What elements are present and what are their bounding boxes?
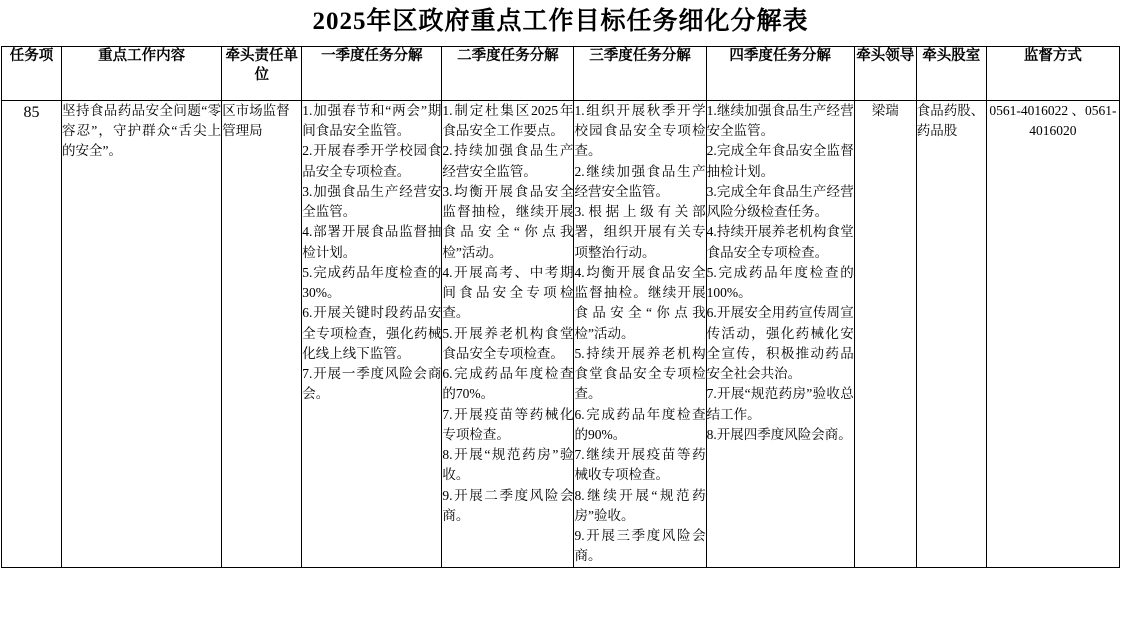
header-leader: 牵头领导: [854, 46, 916, 100]
list-item: 9.开展二季度风险会商。: [442, 487, 574, 523]
list-item: 2.持续加强食品生产经营安全监管。: [442, 143, 574, 179]
list-item: 8.开展“规范药房”验收。: [442, 447, 574, 483]
header-q1: 一季度任务分解: [302, 46, 442, 100]
cell-content: 坚持食品药品安全问题“零容忍”，守护群众“舌尖上的安全”。: [62, 100, 222, 567]
cell-q3: [574, 100, 706, 567]
cell-q2: [442, 100, 574, 567]
header-q3: 三季度任务分解: [574, 46, 706, 100]
list-item: 2.继续加强食品生产经营安全监管。: [574, 163, 706, 199]
header-q2: 二季度任务分解: [442, 46, 574, 100]
cell-task-no: 85: [2, 100, 62, 567]
list-item: 2.开展春季开学校园食品安全专项检查。: [302, 143, 442, 179]
list-item: 4.均衡开展食品安全监督抽检。继续开展食品安全“你点我检”活动。: [574, 264, 706, 341]
list-item: 6.开展关键时段药品安全专项检查，强化药械化线上线下监管。: [302, 305, 442, 361]
cell-supervision: 0561-4016022 、0561-4016020: [986, 100, 1119, 567]
list-item: 4.部署开展食品监督抽检计划。: [302, 224, 442, 260]
q4-list: [707, 101, 854, 445]
list-item: 8.开展四季度风险会商。: [706, 426, 852, 442]
cell-q1: [302, 100, 442, 567]
list-item: 5.持续开展养老机构食堂食品安全专项检查。: [574, 345, 706, 402]
cell-unit: 区市场监督管理局: [222, 100, 302, 567]
cell-q4: [706, 100, 854, 567]
header-supervision: 监督方式: [986, 46, 1119, 100]
list-item: 7.开展“规范药房”验收总结工作。: [706, 386, 854, 422]
list-item: 2.完成全年食品安全监督抽检计划。: [706, 143, 854, 179]
list-item: 6.完成药品年度检查的90%。: [574, 406, 706, 442]
list-item: 1.组织开展秋季开学校园食品安全专项检查。: [574, 102, 706, 159]
cell-department: 食品药股、药品股: [916, 100, 986, 567]
list-item: 5.完成药品年度检查的30%。: [302, 264, 442, 300]
table-row: [2, 100, 1120, 567]
cell-leader: 梁瑞: [854, 100, 916, 567]
q3-list: [574, 101, 705, 567]
header-task-no: 任务项: [2, 46, 62, 100]
list-item: 4.开展高考、中考期间食品安全专项检查。: [442, 264, 574, 321]
list-item: 8.继续开展“规范药房”验收。: [574, 487, 706, 523]
list-item: 1.制定杜集区2025年食品安全工作要点。: [442, 102, 574, 138]
list-item: 7.开展一季度风险会商会。: [302, 366, 442, 402]
list-item: 3.加强食品生产经营安全监管。: [302, 183, 442, 219]
list-item: 7.继续开展疫苗等药械收专项检查。: [574, 447, 706, 483]
list-item: 6.完成药品年度检查的70%。: [442, 366, 574, 402]
list-item: 6.开展安全用药宣传周宣传活动，强化药械化安全宣传，积极推动药品安全社会共治。: [706, 305, 854, 381]
list-item: 5.完成药品年度检查的100%。: [706, 264, 854, 300]
list-item: 9.开展三季度风险会商。: [574, 528, 706, 564]
list-item: 3.均衡开展食品安全监督抽检，继续开展食品安全“你点我检”活动。: [442, 183, 574, 260]
q1-list: [302, 101, 441, 405]
list-item: 7.开展疫苗等药械化专项检查。: [442, 406, 574, 442]
header-content: 重点工作内容: [62, 46, 222, 100]
task-breakdown-table: [1, 46, 1120, 568]
header-unit: 牵头责任单位: [222, 46, 302, 100]
list-item: 3.完成全年食品生产经营风险分级检查任务。: [706, 183, 854, 219]
page-title: 2025年区政府重点工作目标任务细化分解表: [312, 8, 809, 35]
q2-list: [442, 101, 573, 526]
header-q4: 四季度任务分解: [706, 46, 854, 100]
list-item: 4.持续开展养老机构食堂食品安全专项检查。: [706, 224, 854, 260]
header-department: 牵头股室: [916, 46, 986, 100]
list-item: 3.根据上级有关部署，组织开展有关专项整治行动。: [574, 204, 706, 260]
list-item: 1.继续加强食品生产经营安全监管。: [706, 102, 854, 138]
list-item: 1.加强春节和“两会”期间食品安全监管。: [302, 102, 442, 138]
table-header-row: [2, 46, 1120, 100]
list-item: 5.开展养老机构食堂食品安全专项检查。: [442, 325, 574, 361]
